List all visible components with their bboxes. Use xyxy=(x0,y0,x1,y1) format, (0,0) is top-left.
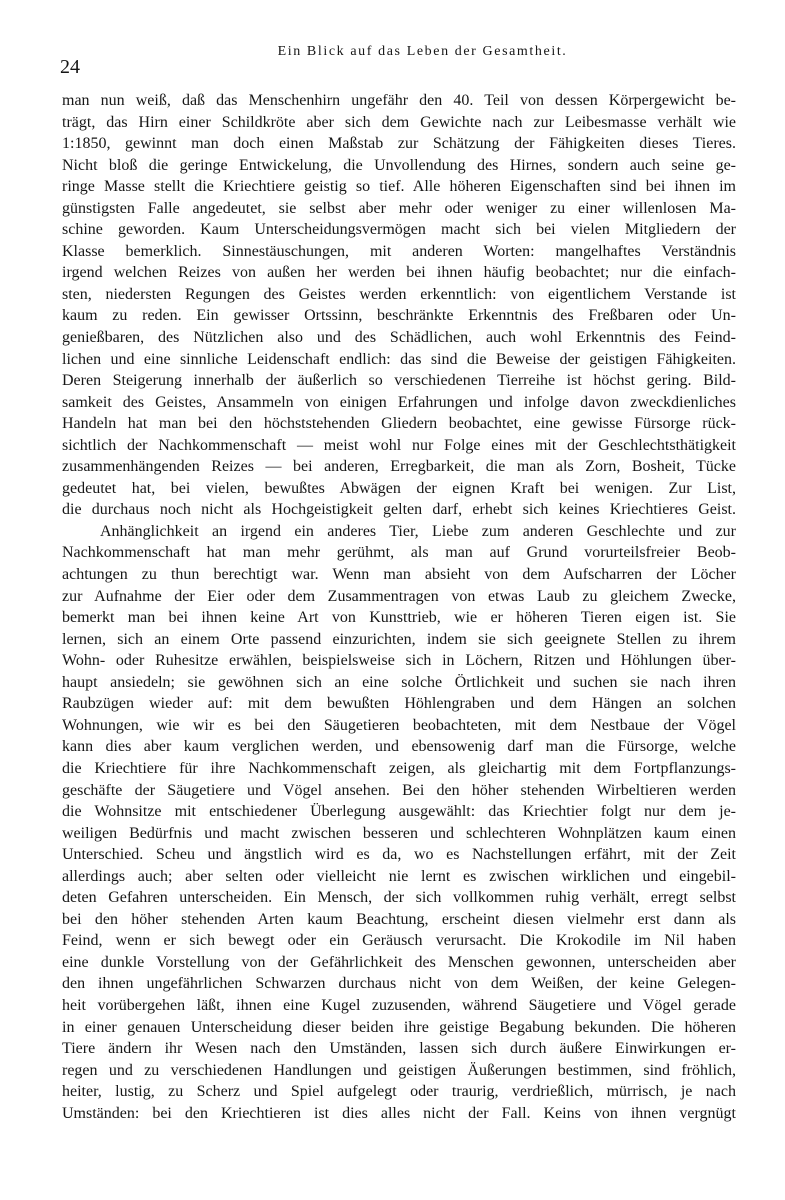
text-line: Wohnungen, wie wir es bei den Säugetieren beobachteten, mit dem Nestbaue der Vögel xyxy=(62,716,736,734)
text-line: die Kriechtiere für ihre Nachkommenschaft zeigen, als gleichartig mit dem Fortpflanzungs- xyxy=(62,759,736,777)
text-line: Tiere ändern ihr Wesen nach den Umständen, lassen sich durch äußere Einwirkungen er- xyxy=(62,1040,736,1058)
text-line: trägt, das Hirn einer Schildkröte aber sich dem Gewichte nach zur Leibesmasse verhält wie xyxy=(62,113,736,131)
text-line: Feind, wenn er sich bewegt oder ein Geräusch verursacht. Die Krokodile im Nil haben xyxy=(62,932,736,950)
text-line: lernen, sich an einem Orte passend einzurichten, indem sie sich geeignete Stellen zu ihrem xyxy=(62,630,736,648)
paragraph-start-line: Anhänglichkeit an irgend ein anderes Tier, Liebe zum anderen Geschlechte und zur xyxy=(100,522,736,540)
body-text xyxy=(62,90,736,1124)
text-line: bei den höher stehenden Arten kaum Beachtung, erscheint diesen vielmehr erst dann als xyxy=(62,910,736,928)
text-line: Nicht bloß die geringe Entwickelung, die Unvollendung des Hirnes, sondern auch seine ge- xyxy=(62,156,736,174)
text-line: kann dies aber kaum verglichen werden, und ebensowenig darf man die Fürsorge, welche xyxy=(62,738,736,756)
running-title: Ein Blick auf das Leben der Gesamtheit. xyxy=(277,44,568,59)
text-line: Umständen: bei den Kriechtieren ist dies alles nicht der Fall. Keins von ihnen vergnügt xyxy=(62,1104,736,1122)
text-line: gedeutet hat, bei vielen, bewußtes Abwägen der eignen Kraft bei wenigen. Zur List, xyxy=(62,479,736,497)
text-line: Nachkommenschaft hat man mehr gerühmt, als man auf Grund vorurteilsfreier Beob- xyxy=(62,544,736,562)
text-line: den ihnen ungefährlichen Schwarzen durchaus nicht von dem Weißen, der keine Gelegen- xyxy=(62,975,736,993)
text-line: bemerkt man bei ihnen keine Art von Kunsttrieb, wie er höheren Tieren eigen ist. Sie xyxy=(62,609,736,627)
text-line: man nun weiß, daß das Menschenhirn ungefähr den 40. Teil von dessen Körpergewicht be- xyxy=(62,92,736,109)
text-line: weiligen Bedürfnis und macht zwischen besseren und schlechteren Wohnplätzen kaum einen xyxy=(62,824,736,842)
text-line: kaum zu reden. Ein gewisser Ortssinn, beschränkte Erkenntnis des Freßbaren oder Un- xyxy=(62,307,736,325)
text-line: sten, niedersten Regungen des Geistes werden erkenntlich: von eigentlichem Verstande ist xyxy=(62,285,736,303)
text-line: eine dunkle Vorstellung von der Gefährlichkeit des Menschen gewonnen, unterscheiden aber xyxy=(62,953,736,971)
text-line: samkeit des Geistes, Ansammeln von einigen Erfahrungen und infolge davon zweckdienliches xyxy=(62,393,736,411)
text-line: heiter, lustig, zu Scherz und Spiel aufgelegt oder traurig, verdrießlich, mürrisch, je nach xyxy=(62,1083,736,1101)
text-line: Unterschied. Scheu und ängstlich wird es da, wo es Nachstellungen erfährt, mit der Zeit xyxy=(62,846,736,864)
text-line: Raubzügen wieder auf: mit dem bewußten Höhlengraben und dem Hängen an solchen xyxy=(62,695,736,713)
text-line: regen und zu verschiedenen Handlungen und geistigen Äußerungen bestimmen, sind fröhlich, xyxy=(62,1061,736,1079)
text-line: lichen und eine sinnliche Leidenschaft endlich: das sind die Beweise der geistigen Fähigkeiten. xyxy=(62,350,736,368)
text-line: zusammenhängenden Reizes — bei anderen, Erregbarkeit, die man als Zorn, Bosheit, Tücke xyxy=(62,458,736,476)
text-line: sichtlich der Nachkommenschaft — meist wohl nur Folge eines mit der Geschlechtsthätigkeit xyxy=(62,436,736,454)
text-line: in einer genauen Unterscheidung dieser beiden ihre geistige Begabung bekunden. Die höheren xyxy=(62,1018,736,1036)
text-line: Klasse bemerklich. Sinnestäuschungen, mit anderen Worten: mangelhaftes Verständnis xyxy=(62,242,736,260)
text-line: haupt ansiedeln; sie gewöhnen sich an eine solche Örtlichkeit und suchen sie nach ihren xyxy=(62,673,736,691)
text-line: günstigsten Falle angedeutet, sie selbst aber mehr oder weniger zu einer willenlosen Ma- xyxy=(62,199,736,217)
text-line: geschäfte der Säugetiere und Vögel ansehen. Bei den höher stehenden Wirbeltieren werden xyxy=(62,781,736,799)
text-line: ringe Masse stellt die Kriechtiere geistig so tief. Alle höheren Eigenschaften sind bei ihnen im xyxy=(62,178,736,196)
text-line: 1:1850, gewinnt man doch einen Maßstab zur Schätzung der Fähigkeiten dieses Tieres. xyxy=(62,135,736,153)
text-line: schine geworden. Kaum Unterscheidungsvermögen macht sich bei vielen Mitgliedern der xyxy=(62,221,736,239)
text-line: Handeln hat man bei den höchststehenden Gliedern beobachtet, eine gewisse Fürsorge rück- xyxy=(62,415,736,433)
text-line: die durchaus noch nicht als Hochgeistigkeit gelten darf, erhebt sich keines Kriechtieres Geist. xyxy=(62,501,736,519)
text-line: Deren Steigerung innerhalb der äußerlich so verschiedenen Tierreihe ist höchst gering. Bild- xyxy=(62,372,736,390)
text-line: achtungen zu thun berechtigt war. Wenn man absieht von dem Aufscharren der Löcher xyxy=(62,566,736,584)
text-line: deten Gefahren unterscheiden. Ein Mensch, der sich vollkommen ruhig verhält, erregt selbst xyxy=(62,889,736,907)
text-line: Wohn- oder Ruhesitze erwählen, beispielsweise sich in Löchern, Ritzen und Höhlungen über- xyxy=(62,652,736,670)
text-line: genießbaren, des Nützlichen also und des Schädlichen, auch wohl Erkenntnis des Feind- xyxy=(62,329,736,347)
text-line: allerdings auch; aber selten oder vielleicht nie lernt es zwischen wirklichen und eingebil- xyxy=(62,867,736,885)
text-line: zur Aufnahme der Eier oder dem Zusammentragen von etwas Laub zu gleichem Zwecke, xyxy=(62,587,736,605)
text-line: die Wohnsitze mit entschiedener Überlegung ausgewählt: das Kriechtier folgt nur dem je- xyxy=(62,803,736,821)
text-line: heit vorübergehen läßt, ihnen eine Kugel zuzusenden, während Säugetiere und Vögel gerade xyxy=(62,996,736,1014)
text-line: irgend welchen Reizes von außen her werden bei ihnen häufig beobachtet; nur die einfach- xyxy=(62,264,736,282)
page-number: 24 xyxy=(60,56,80,78)
